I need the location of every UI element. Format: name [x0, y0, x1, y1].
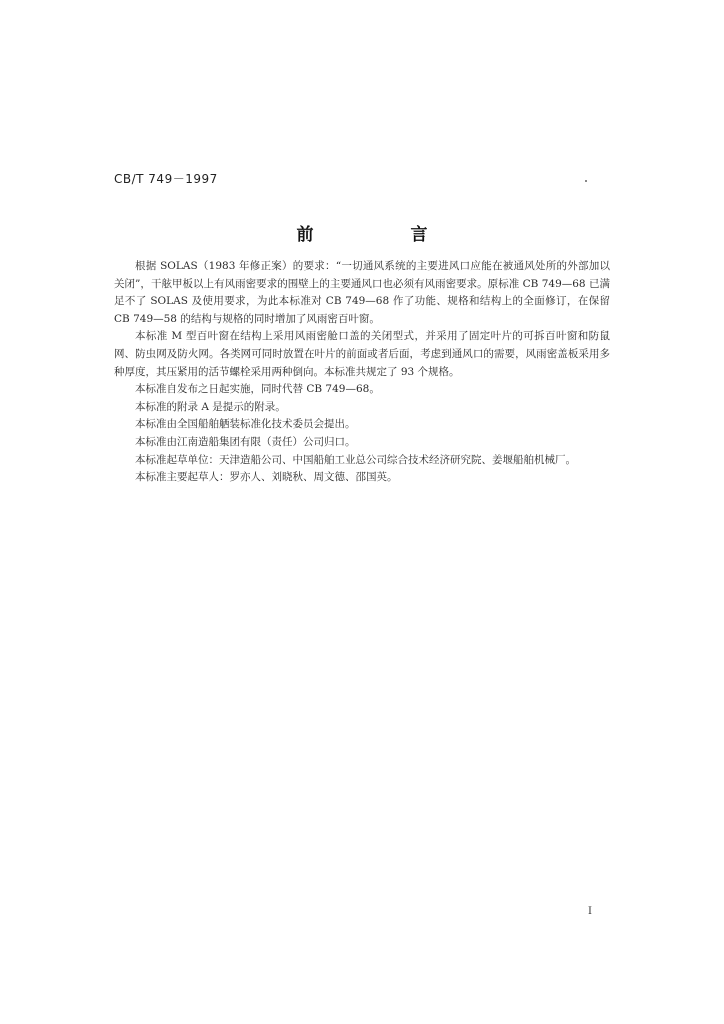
page-title: 前 言 [296, 225, 468, 245]
paragraph-m-type-structure: 本标准 M 型百叶窗在结构上采用风雨密舱口盖的关闭型式，并采用了固定叶片的可拆百叶窗和防鼠网、防虫网及防火网。各类网可同时放置在叶片的前面或者后面，考虑到通风口的需要，风雨密盖板采用多种厚度，其压紧用的活节螺栓采用两种倒向。本标准共规定了 93 个规格。 [114, 330, 610, 378]
scan-speck [585, 180, 587, 182]
page-number: I [588, 906, 592, 917]
paragraph-appendix: 本标准的附录 A 是提示的附录。 [135, 400, 286, 413]
paragraph-solas-requirement: 根据 SOLAS（1983 年修正案）的要求：“一切通风系统的主要进风口应能在被通风处所的外部加以关闭”，干舷甲板以上有风雨密要求的围壁上的主要通风口也必须有风雨密要求。原标准 CB 749—68 已满足不了 SOLAS 及使用要求，为此本标准对 CB 749—68 作了功能、规格和结构上的全面修订，在保留 CB 749—58 的结构与规格的同时增加了风雨密百叶窗。 [114, 260, 610, 325]
foreword-body [114, 258, 610, 487]
paragraph-main-drafters: 本标准主要起草人：罗亦人、刘晓秋、周文德、邵国英。 [135, 471, 398, 484]
standard-code: CB/T 749－1997 [114, 172, 218, 186]
paragraph-proposed-by: 本标准由全国船舶舾装标准化技术委员会提出。 [135, 418, 356, 431]
paragraph-effective-date: 本标准自发布之日起实施，同时代替 CB 749—68。 [135, 383, 380, 396]
paragraph-drafting-units: 本标准起草单位：天津造船公司、中国船舶工业总公司综合技术经济研究院、姜堰船舶机械厂。 [135, 453, 576, 466]
paragraph-centralized-by: 本标准由江南造船集团有限（责任）公司归口。 [135, 435, 356, 448]
